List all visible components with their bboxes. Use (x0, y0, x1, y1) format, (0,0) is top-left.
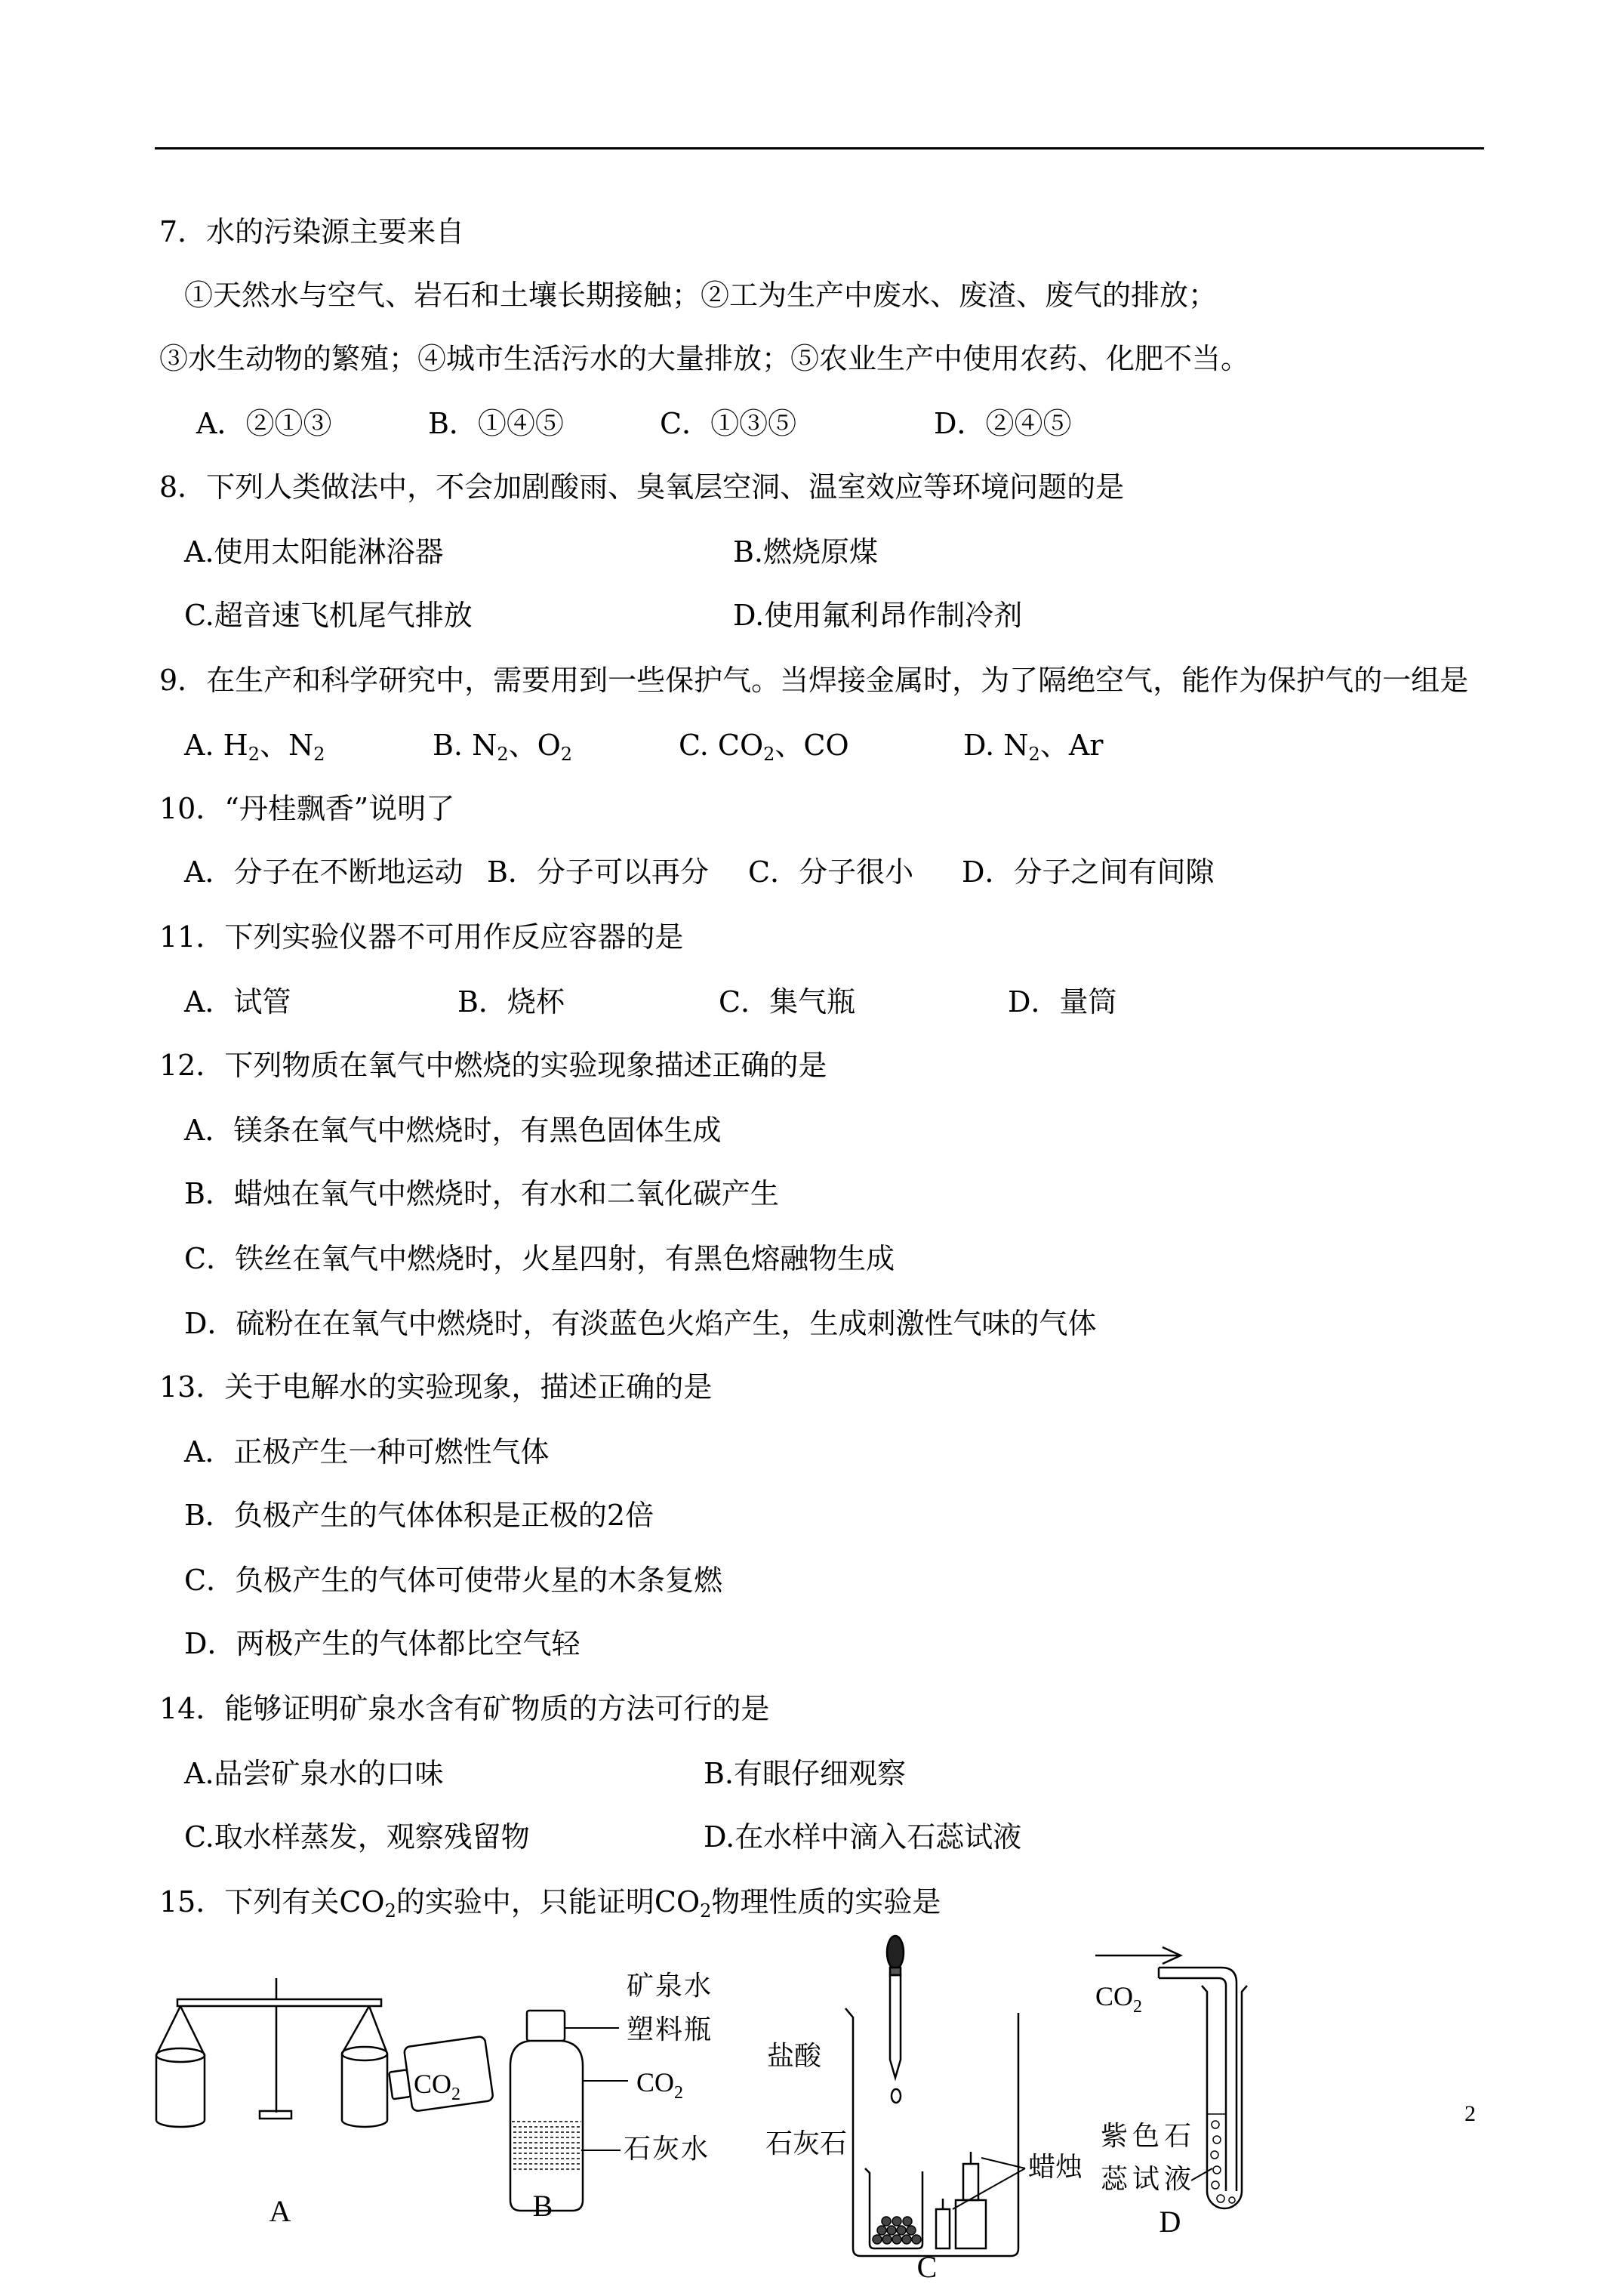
figure-b-co2-label (636, 2067, 683, 2103)
limestone-piece (892, 2235, 901, 2244)
q13-option-b: B．负极产生的气体体积是正极的2倍 (184, 1499, 654, 1532)
dropper-bulb (887, 1936, 904, 1969)
dropper-collar (890, 1968, 901, 1975)
bubble (1213, 2136, 1221, 2143)
q13-option-d: D．两极产生的气体都比空气轻 (184, 1627, 581, 1660)
stem-text: 15．下列有关CO (159, 1885, 385, 1918)
right-cup-rim (342, 2047, 387, 2060)
candle-stand (956, 2200, 986, 2248)
q9-option-a (184, 729, 325, 765)
subscript: 2 (700, 1900, 712, 1922)
bubble (1229, 2197, 1235, 2203)
q11-option-d: D．量筒 (1008, 985, 1117, 1019)
q11-stem: 11．下列实验仪器不可用作反应容器的是 (159, 920, 684, 954)
option-text: D. N (963, 729, 1029, 762)
limestone-piece (903, 2217, 912, 2226)
subscript: 2 (1028, 744, 1040, 765)
balance-beam (177, 1999, 381, 2006)
subscript: 2 (313, 744, 325, 765)
option-text: B. N (433, 729, 497, 762)
tall-candle (963, 2164, 978, 2200)
bubble (1212, 2121, 1219, 2128)
limestone-piece (897, 2226, 906, 2235)
dropper-tube (890, 1975, 901, 2078)
limestone-piece (892, 2217, 901, 2226)
limestone-piece (873, 2235, 882, 2244)
q10-stem: 10．“丹桂飘香”说明了 (159, 792, 455, 825)
q14-option-c: C.取水样蒸发，观察残留物 (184, 1820, 530, 1854)
large-beaker (845, 2008, 1018, 2256)
bubble (1211, 2151, 1218, 2159)
stem-text: 物理性质的实验是 (711, 1885, 941, 1918)
figure-c (845, 1936, 1025, 2256)
bottle-cap (527, 2011, 565, 2041)
subscript: 2 (248, 744, 260, 765)
q11-option-b: B．烧杯 (457, 985, 565, 1019)
q7-option-a: A．②①③ (196, 407, 332, 440)
left-cup-rim (156, 2048, 205, 2062)
q8-stem: 8．下列人类做法中，不会加剧酸雨、臭氧层空洞、温室效应等环境问题的是 (159, 470, 1125, 504)
option-text: 、N (260, 729, 314, 762)
q10-option-a: A．分子在不断地运动 (184, 855, 463, 889)
q11-option-a: A．试管 (184, 985, 291, 1019)
candle-label: 蜡烛 (1028, 2152, 1083, 2183)
gas-bubbles (1211, 2121, 1235, 2203)
experiment-figures (0, 1918, 1623, 2296)
limestone-pieces (873, 2217, 921, 2244)
limestone-piece (912, 2235, 921, 2244)
option-text: 、Ar (1039, 729, 1104, 762)
q13-option-a: A．正极产生一种可燃性气体 (184, 1435, 550, 1469)
q7-stem: 7．水的污染源主要来自 (159, 215, 465, 248)
option-text: 、O (508, 729, 561, 762)
limestone-piece (907, 2226, 916, 2235)
q14-option-d: D.在水样中滴入石蕊试液 (704, 1820, 1022, 1854)
bubble (1217, 2195, 1224, 2202)
q7-option-b: B．①④⑤ (428, 407, 564, 440)
option-text: A. H (184, 729, 248, 762)
figure-d-label: D (1159, 2205, 1181, 2239)
q9-stem: 9．在生产和科学研究中，需要用到一些保护气。当焊接金属时，为了隔绝空气，能作为保护气的一组是 (159, 664, 1469, 697)
delivery-tube-inner (1159, 1978, 1226, 2191)
subscript: 2 (560, 744, 573, 765)
q14-option-b: B.有眼仔细观察 (704, 1757, 907, 1790)
q8-option-c: C.超音速飞机尾气排放 (184, 599, 473, 632)
q15-stem (159, 1885, 941, 1922)
figure-a (156, 1978, 494, 2127)
q7-option-d: D．②④⑤ (934, 407, 1072, 440)
q7-option-c: C．①③⑤ (660, 407, 797, 440)
co2-formula: CO (1095, 1981, 1134, 2011)
subscript: 2 (497, 744, 509, 765)
q9-option-c (679, 729, 849, 765)
q8-option-a: A.使用太阳能淋浴器 (184, 535, 444, 569)
q13-option-c: C．负极产生的气体可使带火星的木条复燃 (184, 1564, 723, 1597)
litmus-label-line-2: 蕊试液 (1101, 2164, 1196, 2195)
acid-drop (892, 2089, 901, 2103)
bottle-label-line-1: 矿泉水 (627, 1971, 713, 2002)
limewater-label: 石灰水 (624, 2134, 710, 2165)
q7-statement-line-1: ①天然水与空气、岩石和土壤长期接触；②工为生产中废水、废渣、废气的排放； (184, 279, 1218, 312)
q12-option-a: A．镁条在氧气中燃烧时，有黑色固体生成 (184, 1114, 722, 1147)
subscript: 2 (763, 744, 775, 765)
limestone-piece (877, 2226, 886, 2235)
q14-option-a: A.品尝矿泉水的口味 (184, 1757, 444, 1790)
q8-option-b: B.燃烧原煤 (733, 535, 879, 569)
q7-statement-line-2: ③水生动物的繁殖；④城市生活污水的大量排放；⑤农业生产中使用农药、化肥不当。 (159, 342, 1250, 375)
q10-option-c: C．分子很小 (748, 855, 914, 889)
q9-option-b (433, 729, 573, 765)
left-cup (156, 2055, 205, 2127)
page-number: 2 (1464, 2101, 1476, 2126)
q9-option-d (963, 729, 1104, 765)
option-text: C. CO (679, 729, 764, 762)
limestone-label: 石灰石 (765, 2128, 848, 2159)
stem-text: 的实验中，只能证明CO (396, 1885, 701, 1918)
q14-stem: 14．能够证明矿泉水含有矿物质的方法可行的是 (159, 1692, 770, 1725)
co2-subscript: 2 (451, 2085, 461, 2104)
co2-formula: CO (636, 2067, 675, 2097)
header-rule (155, 147, 1484, 149)
limewater-hatching (513, 2127, 580, 2169)
q12-option-c: C．铁丝在氧气中燃烧时，火星四射，有黑色熔融物生成 (184, 1242, 895, 1275)
bubble (1213, 2166, 1221, 2174)
q10-option-b: B．分子可以再分 (487, 855, 709, 889)
q11-option-c: C．集气瓶 (719, 985, 856, 1019)
q10-option-d: D．分子之间有间隙 (962, 855, 1215, 889)
limestone-piece (887, 2226, 896, 2235)
figure-c-label: C (916, 2250, 938, 2284)
subscript: 2 (384, 1900, 396, 1922)
delivery-tube-outer (1159, 1968, 1236, 2191)
q13-stem: 13．关于电解水的实验现象，描述正确的是 (159, 1370, 713, 1404)
right-cup (342, 2054, 387, 2127)
figure-b-label: B (532, 2189, 553, 2223)
q8-option-d: D.使用氟利昂作制冷剂 (733, 599, 1023, 632)
litmus-label-line-1: 紫色石 (1101, 2121, 1196, 2152)
plastic-bottle (510, 2041, 583, 2211)
limestone-piece (882, 2235, 892, 2244)
short-candle (936, 2209, 950, 2248)
test-tube (1202, 1986, 1247, 2208)
q12-stem: 12．下列物质在氧气中燃烧的实验现象描述正确的是 (159, 1049, 827, 1082)
figure-d-co2-label (1095, 1981, 1142, 2017)
limestone-piece (882, 2217, 891, 2226)
q12-option-b: B．蜡烛在氧气中燃烧时，有水和二氧化碳产生 (184, 1177, 779, 1210)
q12-option-d: D．硫粉在在氧气中燃烧时，有淡蓝色火焰产生，生成刺激性气味的气体 (184, 1307, 1097, 1340)
co2-formula: CO (414, 2069, 452, 2099)
bottle-label-line-2: 塑料瓶 (627, 2014, 713, 2045)
co2-subscript: 2 (674, 2083, 684, 2103)
co2-subscript: 2 (1133, 1997, 1143, 2017)
limestone-piece (902, 2235, 911, 2244)
bubble (1212, 2181, 1219, 2189)
hydrochloric-acid-label: 盐酸 (767, 2041, 822, 2072)
figure-b (510, 2011, 628, 2211)
option-text: 、CO (775, 729, 849, 762)
figure-a-label: A (269, 2194, 291, 2228)
